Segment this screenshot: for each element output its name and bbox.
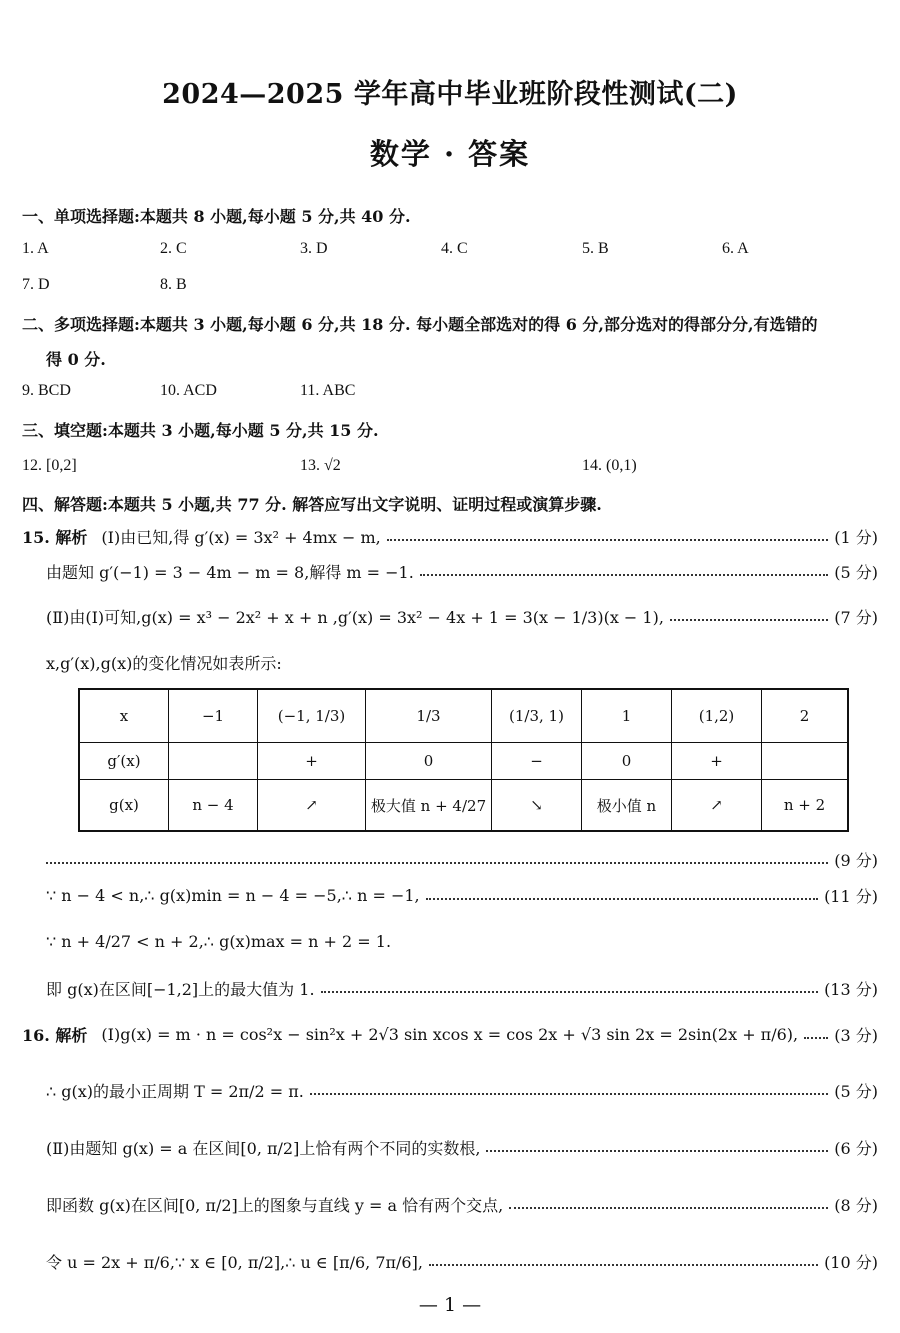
answer-3: 3. D	[300, 240, 328, 257]
q15-line-3	[46, 599, 878, 633]
section-4-heading: 四、解答题:本题共 5 小题,共 77 分. 解答应写出文字说明、证明过程或演算步骤.	[22, 495, 602, 514]
answer-9: 9. BCD	[22, 382, 71, 399]
q16-label: 16. 解析	[22, 1025, 88, 1045]
q16-text-4: 即函数 g(x)在区间[0, π/2]上的图象与直线 y = a 恰有两个交点,	[46, 1195, 504, 1215]
q15-text-7: 即 g(x)在区间[−1,2]上的最大值为 1.	[46, 979, 315, 999]
q16-line-2	[46, 1073, 878, 1107]
table-cell: +	[672, 743, 762, 780]
q15-line-1	[22, 519, 878, 553]
table-cell: −1	[169, 689, 258, 743]
q15-score-5: (11 分)	[824, 886, 878, 906]
table-row-g	[79, 780, 848, 832]
answer-10: 10. ACD	[160, 382, 217, 399]
q15-line-7	[46, 971, 878, 1005]
q16-line-1	[22, 1017, 878, 1051]
table-cell: −	[492, 743, 582, 780]
q15-score-4: (9 分)	[834, 850, 878, 870]
table-cell: 极大值 n + 4/27	[366, 780, 492, 832]
q16-text-3: (Ⅱ)由题知 g(x) = a 在区间[0, π/2]上恰有两个不同的实数根,	[46, 1138, 481, 1158]
page-number: — 1 —	[418, 1294, 482, 1316]
table-cell: 0	[366, 743, 492, 780]
answer-11: 11. ABC	[300, 382, 356, 399]
q15-text-1: (Ⅰ)由已知,得 g′(x) = 3x² + 4mx − m,	[101, 527, 381, 547]
table-cell: n − 4	[169, 780, 258, 832]
table-cell: +	[258, 743, 366, 780]
table-cell: (1/3, 1)	[492, 689, 582, 743]
table-cell: 1/3	[366, 689, 492, 743]
q16-line-5	[46, 1244, 878, 1278]
q15-text-6: ∵ n + 4/27 < n + 2,∴ g(x)max = n + 2 = 1.	[46, 931, 392, 951]
section-2-heading: 二、多项选择题:本题共 3 小题,每小题 6 分,共 18 分. 每小题全部选对的得 6 分,部分选对的得部分分,有选错的	[22, 315, 818, 334]
table-cell: (−1, 1/3)	[258, 689, 366, 743]
answer-2: 2. C	[160, 240, 187, 257]
table-cell: ↘	[492, 780, 582, 832]
answer-7: 7. D	[22, 276, 50, 293]
table-cell: ↗	[258, 780, 366, 832]
q15-line-5	[46, 878, 878, 912]
q16-text-2: ∴ g(x)的最小正周期 T = 2π/2 = π.	[46, 1081, 304, 1101]
q15-score-2: (5 分)	[834, 562, 878, 582]
q16-text-1: (Ⅰ)g(x) = m · n = cos²x − sin²x + 2√3 sin xcos x = cos 2x + √3 sin 2x = 2sin(2x + π/6),	[101, 1024, 799, 1044]
q15-score-1: (1 分)	[834, 527, 878, 547]
q15-score-3: (7 分)	[834, 607, 878, 627]
section-1-heading: 一、单项选择题:本题共 8 小题,每小题 5 分,共 40 分.	[22, 207, 411, 226]
answer-6: 6. A	[722, 240, 749, 257]
table-cell: g(x)	[79, 780, 169, 832]
q15-line-6	[46, 924, 878, 958]
answer-4: 4. C	[441, 240, 468, 257]
page-title: 2024—2025 学年高中毕业班阶段性测试(二)	[162, 79, 738, 110]
answer-8: 8. B	[160, 276, 187, 293]
answer-14: 14. (0,1)	[582, 457, 637, 474]
table-row-x	[79, 689, 848, 743]
q16-score-3: (6 分)	[834, 1138, 878, 1158]
table-cell	[762, 743, 849, 780]
q15-line-4	[46, 645, 878, 679]
answer-5: 5. B	[582, 240, 609, 257]
q16-score-4: (8 分)	[834, 1195, 878, 1215]
q16-line-3	[46, 1130, 878, 1164]
q15-text-4: x,g′(x),g(x)的变化情况如表所示:	[46, 653, 282, 673]
table-cell: n + 2	[762, 780, 849, 832]
table-cell	[169, 743, 258, 780]
q16-text-5: 令 u = 2x + π/6,∵ x ∈ [0, π/2],∴ u ∈ [π/6, 7π/6],	[46, 1252, 423, 1272]
answer-12: 12. [0,2]	[22, 457, 77, 474]
table-cell: g′(x)	[79, 743, 169, 780]
table-row-gprime	[79, 743, 848, 780]
q15-text-5: ∵ n − 4 < n,∴ g(x)min = n − 4 = −5,∴ n = −1,	[46, 885, 420, 905]
page-subtitle: 数学 · 答案	[369, 137, 531, 171]
table-cell: (1,2)	[672, 689, 762, 743]
q16-line-4	[46, 1187, 878, 1221]
q16-score-5: (10 分)	[824, 1252, 878, 1272]
q16-score-1: (3 分)	[834, 1025, 878, 1045]
q15-score-7: (13 分)	[824, 979, 878, 999]
table-cell: 2	[762, 689, 849, 743]
table-cell: 0	[582, 743, 672, 780]
section-3-heading: 三、填空题:本题共 3 小题,每小题 5 分,共 15 分.	[22, 421, 379, 440]
q15-line-2	[46, 554, 878, 588]
table-cell: 极小值 n	[582, 780, 672, 832]
q15-text-3: (Ⅱ)由(Ⅰ)可知,g(x) = x³ − 2x² + x + n ,g′(x) = 3x² − 4x + 1 = 3(x − 1/3)(x − 1),	[46, 607, 664, 627]
answer-13: 13. √2	[300, 457, 341, 474]
q15-text-2: 由题知 g′(−1) = 3 − 4m − m = 8,解得 m = −1.	[46, 562, 414, 582]
section-2-heading-cont: 得 0 分.	[46, 350, 106, 369]
table-cell: ↗	[672, 780, 762, 832]
q15-label: 15. 解析	[22, 527, 88, 547]
table-cell: 1	[582, 689, 672, 743]
q16-score-2: (5 分)	[834, 1081, 878, 1101]
variation-table	[78, 688, 849, 832]
answer-1: 1. A	[22, 240, 49, 257]
q15-line-table-score	[46, 842, 878, 876]
table-cell: x	[79, 689, 169, 743]
